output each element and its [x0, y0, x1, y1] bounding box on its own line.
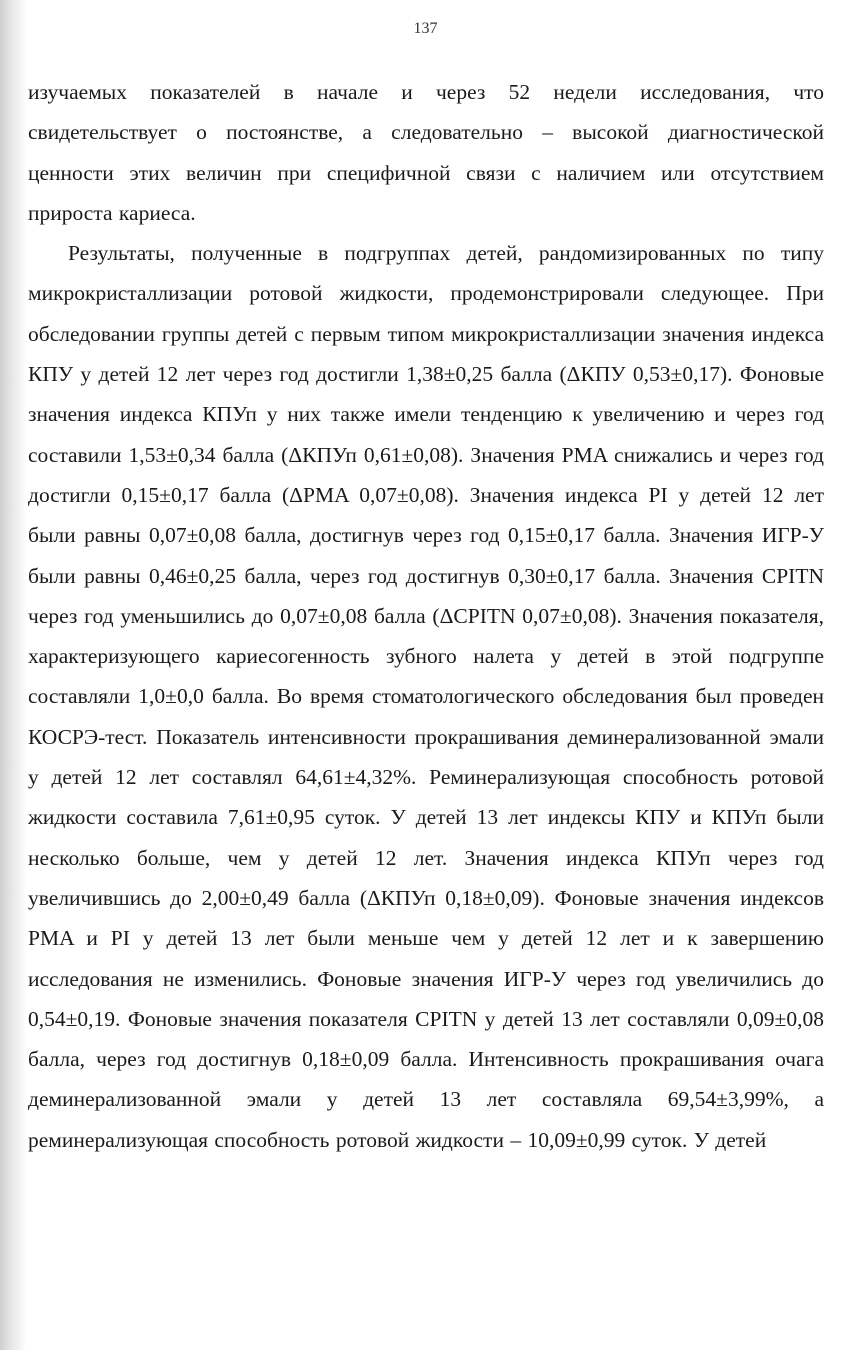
paragraph-continuation: изучаемых показателей в начале и через 52 недели исследования, что свидетельствует о постоянстве, а следовательно – высокой диагностической ценности этих величин при специфичной связи с наличием или отсутствием прироста кариеса. [28, 80, 824, 225]
paragraph-results: Результаты, полученные в подгруппах детей, рандомизированных по типу микрокристаллизации ротовой жидкости, продемонстрировали следующее. При обследовании группы детей с первым типом микрокристаллизации значения индекса КПУ у детей 12 лет через год достигли 1,38±0,25 балла (ΔКПУ 0,53±0,17). Фоновые значения индекса КПУп у них также имели тенденцию к увеличению и через год составили 1,53±0,34 балла (ΔКПУп 0,61±0,08). Значения PMA снижались и через год достигли 0,15±0,17 балла (ΔPMA 0,07±0,08). Значения индекса PI у детей 12 лет были равны 0,07±0,08 балла, достигнув через год 0,15±0,17 балла. Значения ИГР-У были равны 0,46±0,25 балла, через год достигнув 0,30±0,17 балла. Значения CPITN через год уменьшились до 0,07±0,08 балла (ΔCPITN 0,07±0,08). Значения показателя, характеризующего кариесогенность зубного налета у детей в этой подгруппе составляли 1,0±0,0 балла. Во время стоматологического обследования был проведен КОСРЭ-тест. Показатель интенсивности прокрашивания деминерализованной эмали у детей 12 лет составлял 64,61±4,32%. Реминерализующая способность ротовой жидкости составила 7,61±0,95 суток. У детей 13 лет индексы КПУ и КПУп были несколько больше, чем у детей 12 лет. Значения индекса КПУп через год увеличившись до 2,00±0,49 балла (ΔКПУп 0,18±0,09). Фоновые значения индексов PMA и PI у детей 13 лет были меньше чем у детей 12 лет и к завершению исследования не изменились. Фоновые значения ИГР-У через год увеличились до 0,54±0,19. Фоновые значения показателя CPITN у детей 13 лет составляли 0,09±0,08 балла, через год достигнув 0,18±0,09 балла. Интенсивность прокрашивания очага деминерализованной эмали у детей 13 лет составляла 69,54±3,99%, а реминерализующая способность ротовой жидкости – 10,09±0,99 суток. У детей [28, 241, 824, 1152]
page-number: 137 [413, 20, 438, 37]
scan-binding-shadow [0, 0, 26, 1350]
body-text [28, 72, 824, 1160]
